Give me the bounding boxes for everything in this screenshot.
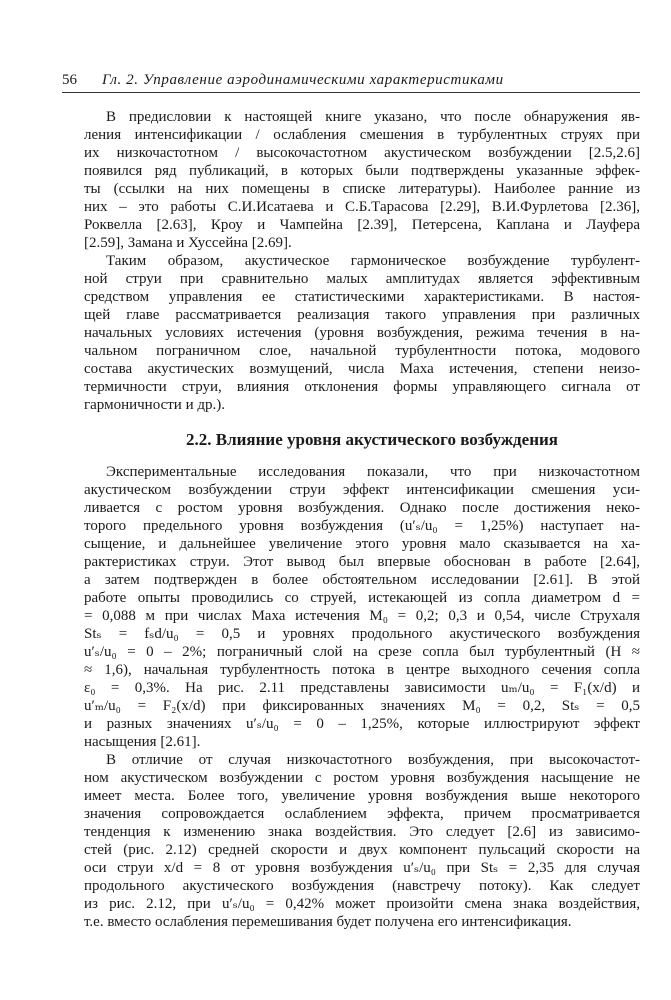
text-line: насыщения [2.61]. [84,734,201,750]
text-line: а затем подтвержден в более обстоятельном исследовании [2.61]. В этой [84,572,640,588]
running-header [62,70,640,93]
text-line: акустическом возбуждении струи эффект интенсификации смешения уси- [84,482,640,498]
text-line: т.е. вместо ослабления перемешивания будет получена его интенсификация. [84,914,572,930]
text-line: ления интенсификации / ослабления смешения в турбулентных струях при [84,127,640,143]
text-line: u′ₛ/u₀ = 0 – 2%; пограничный слой на срезе сопла был турбулентный (H ≈ [84,644,640,660]
text-line: рактеристиках струи. Этот вывод был впервые обоснован в работе [2.64], [84,554,640,570]
paragraph [84,751,640,931]
text-line: Экспериментальные исследования показали, что при низкочастотном [106,464,640,480]
text-line: ном акустическом возбуждении с ростом уровня возбуждения насыщение не [84,770,640,786]
text-line: продольного акустического возбуждения (навстречу потоку). Как следует [84,878,640,894]
text-line: ε₀ = 0,3%. На рис. 2.11 представлены зависимости uₘ/u₀ = F₁(x/d) и [84,680,640,696]
page-number: 56 [62,72,77,88]
section-heading: 2.2. Влияние уровня акустического возбуждения [186,430,558,449]
text-line: и разных значениях u′ₛ/u₀ = 0 – 1,25%, которые иллюстрируют эффект [84,716,640,732]
chapter-title: Гл. 2. Управление аэродинамическими характеристиками [102,72,504,88]
text-line: стей (рис. 2.12) средней скорости и двух компонент пульсаций скорости на [84,842,640,858]
text-line: значения сопровождается ослаблением эффекта, причем просматривается [84,806,640,822]
text-line: ты (ссылки на них помещены в списке литературы). Наиболее ранние из [84,181,640,197]
text-line: их низкочастотном / высокочастотном акустическом возбуждении [2.5,2.6] [84,145,640,161]
text-line: термичности струи, влияния отклонения формы управляющего сигнала от [84,379,640,395]
text-line: В предисловии к настоящей книге указано, что после обнаружения яв- [106,109,640,125]
text-line: оси струи x/d = 8 от уровня возбуждения u′ₛ/u₀ при Stₛ = 2,35 для случая [84,860,640,876]
text-line: Роквелла [2.63], Кроу и Чампейна [2.39], Петерсена, Каплана и Лауфера [84,217,640,233]
body-text [84,108,640,931]
text-line: тенденция к изменению знака воздействия. Это следует [2.6] из зависимо- [84,824,640,840]
text-line: Таким образом, акустическое гармоническое возбуждение турбулент- [106,253,640,269]
text-line: начальных условиях истечения (уровня возбуждения, режима течения в на- [84,325,640,341]
text-line: ≈ 1,6), начальная турбулентность потока в центре выходного сечения сопла [84,662,640,678]
text-line: имеет места. Более того, увеличение уровня возбуждения выше некоторого [84,788,640,804]
text-line: гармоничности и др.). [84,397,225,413]
text-line: появился ряд публикаций, в которых были подтверждены указанные эффек- [84,163,640,179]
text-line: В отличие от случая низкочастотного возбуждения, при высокочастот- [106,752,640,768]
text-line: средством управления ее статистическими характеристиками. В настоя- [84,289,640,305]
text-line: состава акустических возмущений, числа Маха истечения, степени неизо- [84,361,640,377]
text-line: из рис. 2.12, при u′ₛ/u₀ = 0,42% может произойти смена знака воздействия, [84,896,640,912]
text-line: ливается с ростом уровня возбуждения. Однако после достижения неко- [84,500,640,516]
text-line: работе опыты проводились со струей, истекающей из сопла диаметром d = [84,590,640,606]
paragraph [84,108,640,252]
text-line: торого предельного уровня возбуждения (u′ₛ/u₀ = 1,25%) наступает на- [84,518,640,534]
text-line: них – это работы С.И.Исатаева и С.Б.Тарасова [2.29], В.И.Фурлетова [2.36], [84,199,640,215]
text-line: щей главе рассматривается реализация такого управления при различных [84,307,640,323]
text-line: u′ₘ/u₀ = F₂(x/d) при фиксированных значениях M₀ = 0,2, Stₛ = 0,5 [84,698,640,714]
text-line: сыщение, и дальнейшее увеличение этого уровня мало сказывается на ха- [84,536,640,552]
text-line: = 0,088 м при числах Маха истечения M₀ = 0,2; 0,3 и 0,54, числе Струхаля [84,608,640,624]
text-line: ной струи при сравнительно малых амплитудах является эффективным [84,271,640,287]
text-line: Stₛ = fₛd/u₀ = 0,5 и уровнях продольного акустического возбуждения [84,626,640,642]
text-line: [2.59], Замана и Хуссейна [2.69]. [84,235,292,251]
text-line: чальном пограничном слое, начальной турбулентности потока, модового [84,343,640,359]
paragraph [84,463,640,751]
paragraph [84,252,640,414]
